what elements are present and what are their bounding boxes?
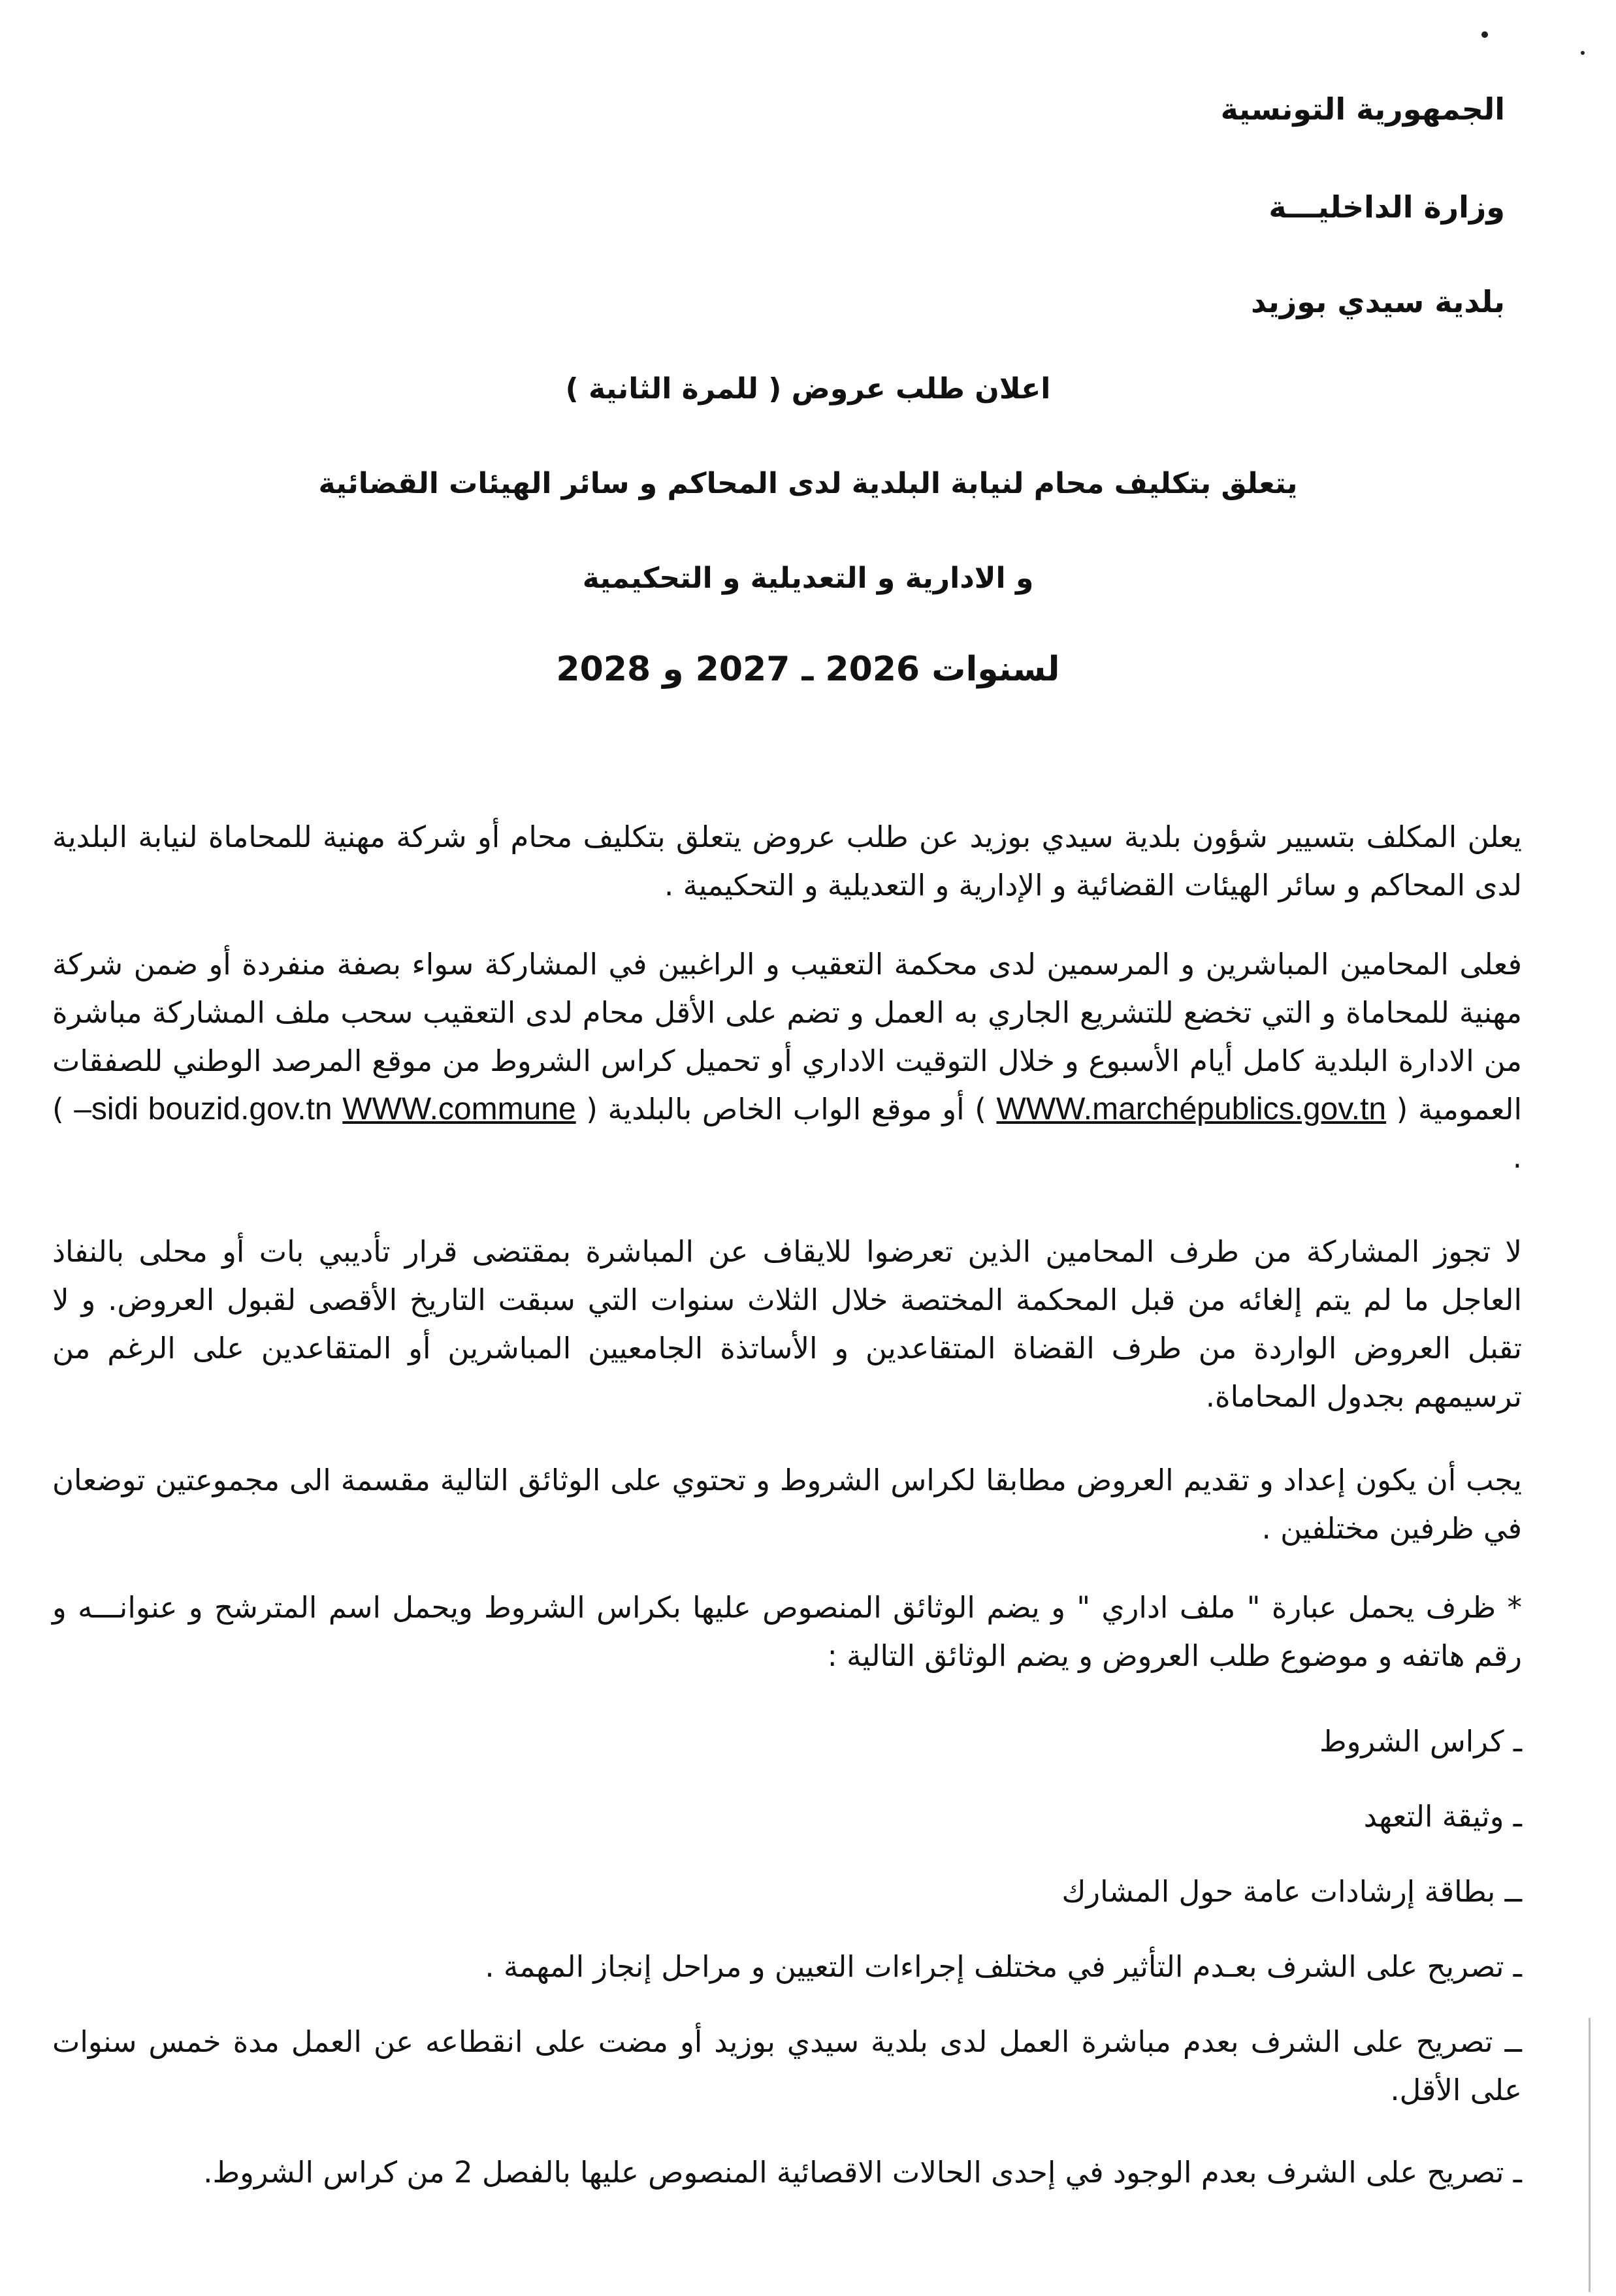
paragraph-admin-envelope: * ظرف يحمل عبارة " ملف اداري " و يضم الوثائق المنصوص عليها بكراس الشروط ويحمل اسم المترشح و عنوانـــه و رقم هاتفه و موضوع طلب العروض و يضم الوثائق التالية : <box>52 1590 1522 1673</box>
scan-speck <box>1581 51 1585 55</box>
scan-margin-line <box>1589 2018 1591 2292</box>
commune-website-link-rest: –sidi bouzid.gov.tn <box>74 1092 332 1126</box>
header-municipality: بلدية سيدي بوزيد <box>1250 284 1505 319</box>
list-item: ـ تصريح على الشرف بعدم الوجود في إحدى الحالات الاقصائية المنصوص عليها بالفصل 2 من كراس الشروط. <box>203 2155 1522 2190</box>
header-country: الجمهورية التونسية <box>1220 91 1505 127</box>
header-ministry: وزارة الداخليـــة <box>1269 189 1505 225</box>
title-announcement: اعلان طلب عروض ( للمرة الثانية ) <box>565 372 1051 406</box>
paragraph-eligibility-mid: ) أو موقع الواب الخاص بالبلدية ( <box>586 1092 986 1126</box>
paragraph-eligibility-text: فعلى المحامين المباشرين و المرسمين لدى محكمة التعقيب و الراغبين في المشاركة سواء بصفة منفردة أو ضمن شركة مهنية للمحاماة و التي تخضع للتشريع الجاري به العمل و تضم على الأقل محام لدى التعقيب سحب ملف المشاركة مباشرة من الادارة البلدية كامل أيام الأسبوع و خلال التوقيت الاداري أو تحميل كراس الشروط من موقع المرصد الوطني للصفقات العمومية ( <box>52 947 1523 1126</box>
paragraph-exclusions: لا تجوز المشاركة من طرف المحامين الذين تعرضوا للايقاف عن المباشرة بمقتضى قرار تأديبي بات أو محلى بالنفاذ العاجل ما لم يتم إلغائه من قبل المحكمة المختصة خلال الثلاث سنوات التي سبقت التاريخ الأقصى لقبول العروض. و لا تقبل العروض الواردة من طرف القضاة المتقاعدين و الأساتذة الجامعيين المباشرين أو المتقاعدين على الرغم من ترسيمهم بجدول المحاماة. <box>52 1234 1522 1414</box>
paragraph-eligibility <box>52 940 1522 1182</box>
list-item: ـ تصريح على الشرف بعـدم التأثير في مختلف إجراءات التعيين و مراحل إنجاز المهمة . <box>485 1949 1522 1984</box>
list-item: ــ بطاقة إرشادات عامة حول المشارك <box>1061 1874 1522 1909</box>
paragraph-eligibility-end: ) . <box>52 1092 1522 1175</box>
paragraph-submission: يجب أن يكون إعداد و تقديم العروض مطابقا لكراس الشروط و تحتوي على الوثائق التالية مقسمة الى مجموعتين توضعان في ظرفين مختلفين . <box>52 1463 1522 1546</box>
list-item: ـ وثيقة التعهد <box>1363 1799 1522 1834</box>
list-item: ــ تصريح على الشرف بعدم مباشرة العمل لدى بلدية سيدي بوزيد أو مضت على انقطاعه عن العمل مدة خمس سنوات على الأقل. <box>52 2024 1522 2107</box>
title-years: لسنوات 2026 ـ 2027 و 2028 <box>556 650 1060 689</box>
paragraph-intro: يعلن المكلف بتسيير شؤون بلدية سيدي بوزيد عن طلب عروض يتعلق بتكليف محام أو شركة مهنية للمحاماة لنيابة البلدية لدى المحاكم و سائر الهيئات القضائية و الإدارية و التعديلية و التحكيمية . <box>52 820 1522 902</box>
list-item: ـ كراس الشروط <box>1319 1724 1522 1759</box>
commune-website-link[interactable]: WWW.commune <box>342 1092 576 1126</box>
title-subject-cont: و الادارية و التعديلية و التحكيمية <box>582 562 1034 595</box>
marchepublics-link[interactable]: WWW.marchépublics.gov.tn <box>996 1092 1387 1126</box>
title-subject: يتعلق بتكليف محام لنيابة البلدية لدى المحاكم و سائر الهيئات القضائية <box>318 467 1298 500</box>
scan-speck <box>1481 31 1488 38</box>
